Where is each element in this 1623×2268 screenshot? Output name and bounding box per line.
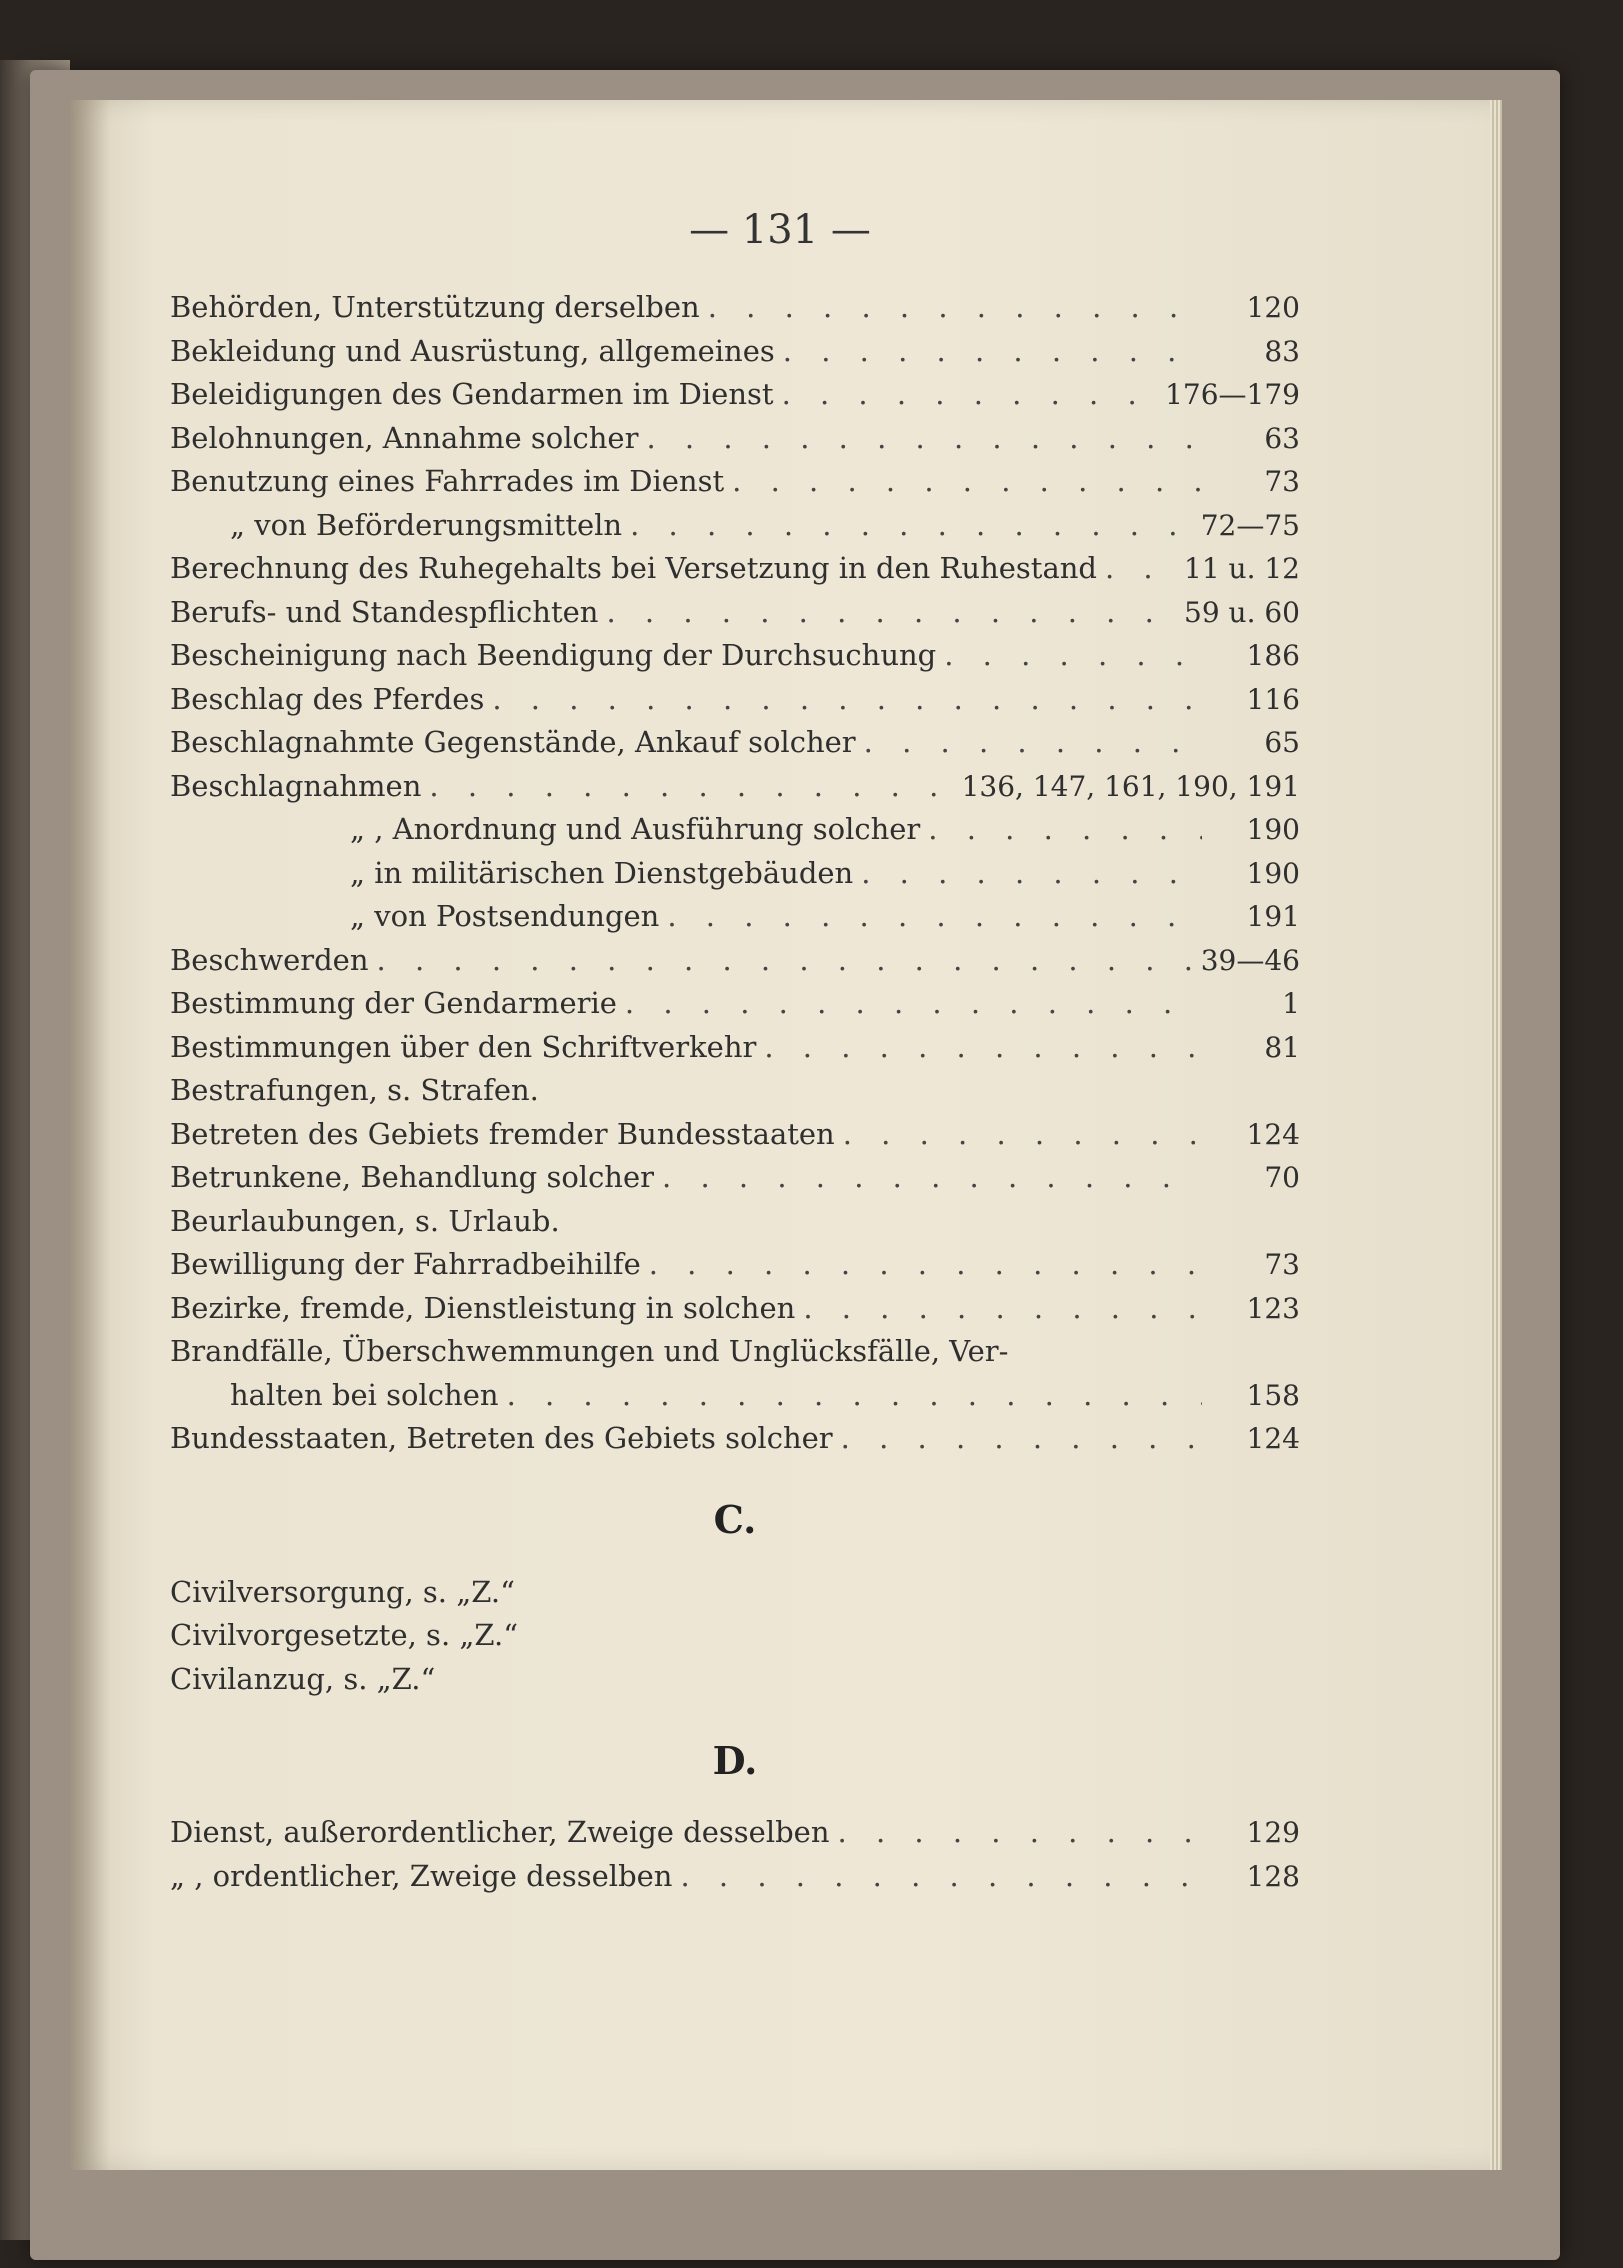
dot-leader	[630, 508, 1193, 542]
index-entry	[170, 682, 1300, 726]
index-entry	[170, 1815, 1300, 1859]
index-entry	[170, 1662, 1300, 1706]
entry-pages: 176—179	[1165, 378, 1300, 411]
entry-pages: 11 u. 12	[1184, 552, 1300, 585]
index-entry	[170, 1334, 1300, 1378]
entry-term: Bundesstaaten, Betreten des Gebiets solcher	[170, 1421, 833, 1455]
entry-term: Berechnung des Ruhegehalts bei Versetzung in den Ruhestand	[170, 551, 1097, 585]
entry-term: Dienst, außerordentlicher, Zweige desselben	[170, 1815, 830, 1849]
dot-leader	[944, 638, 1202, 672]
index-entry	[170, 1117, 1300, 1161]
index-entries	[170, 290, 1300, 1902]
entry-pages: 120	[1246, 291, 1300, 324]
dot-leader	[667, 899, 1202, 933]
index-entry	[170, 334, 1300, 378]
entry-pages: 191	[1246, 900, 1300, 933]
entry-term: „ von Postsendungen	[350, 899, 660, 933]
entry-term: Behörden, Unterstützung derselben	[170, 290, 700, 324]
index-entry	[170, 464, 1300, 508]
entry-term: Bezirke, fremde, Dienstleistung in solchen	[170, 1290, 796, 1325]
index-entry	[170, 1859, 1300, 1903]
entry-term: „ von Beförderungsmitteln	[230, 507, 623, 542]
entry-term: Bestrafungen, s. Strafen.	[170, 1073, 539, 1107]
entry-term: Beurlaubungen, s. Urlaub.	[170, 1203, 560, 1238]
entry-pages: 65	[1264, 726, 1300, 759]
dot-leader	[646, 421, 1202, 455]
index-entry	[170, 1291, 1300, 1335]
index-entry	[170, 551, 1300, 595]
entry-term: Civilversorgung, s. „Z.“	[170, 1574, 515, 1609]
section-letter: C.	[713, 1497, 757, 1542]
page-header: — 131 —	[689, 207, 871, 253]
entry-term: Beleidigungen des Gendarmen im Dienst	[170, 377, 774, 411]
dot-leader	[377, 943, 1193, 977]
index-entry	[170, 725, 1300, 769]
entry-pages: 81	[1264, 1030, 1300, 1064]
entry-term: Beschlagnahmen	[170, 768, 422, 803]
dot-leader	[1105, 551, 1176, 585]
dot-leader	[838, 1815, 1202, 1849]
entry-term: Bekleidung und Ausrüstung, allgemeines	[170, 333, 775, 368]
dot-leader	[928, 812, 1202, 846]
entry-term: Berufs- und Standespflichten	[170, 594, 599, 629]
dot-leader	[864, 725, 1202, 759]
entry-term: Betreten des Gebiets fremder Bundesstaaten	[170, 1116, 835, 1151]
dot-leader	[732, 464, 1202, 498]
index-entry	[170, 1421, 1300, 1465]
entry-term: Bescheinigung nach Beendigung der Durchsuchung	[170, 638, 937, 672]
entry-pages: 186	[1246, 639, 1300, 672]
index-entry	[170, 1030, 1300, 1074]
entry-pages: 72—75	[1200, 508, 1300, 542]
index-entry	[170, 421, 1300, 465]
index-entry	[170, 769, 1300, 813]
book-page	[70, 100, 1490, 2170]
index-entry	[170, 1575, 1300, 1619]
index-entry	[170, 899, 1300, 943]
entry-pages: 73	[1264, 465, 1300, 498]
entry-pages: 124	[1246, 1117, 1300, 1151]
index-entry	[170, 1073, 1300, 1117]
dot-leader	[764, 1030, 1202, 1064]
entry-term: „ , ordentlicher, Zweige desselben	[170, 1858, 673, 1893]
entry-pages: 70	[1264, 1161, 1300, 1194]
dot-leader	[783, 334, 1202, 368]
entry-term: Belohnungen, Annahme solcher	[170, 420, 639, 455]
dot-leader	[861, 856, 1202, 890]
dot-leader	[803, 1291, 1202, 1325]
dot-leader	[492, 682, 1202, 716]
dot-leader	[708, 290, 1202, 324]
entry-pages: 59 u. 60	[1184, 595, 1300, 629]
dot-leader	[841, 1421, 1202, 1455]
index-entry	[170, 290, 1300, 334]
entry-term: „ in militärischen Dienstgebäuden	[350, 855, 854, 890]
index-entry	[170, 812, 1300, 856]
entry-term: Civilanzug, s. „Z.“	[170, 1661, 436, 1696]
index-entry	[170, 1618, 1300, 1662]
entry-pages: 39—46	[1200, 943, 1300, 977]
entry-term: Bewilligung der Fahrradbeihilfe	[170, 1247, 641, 1281]
entry-pages: 158	[1246, 1378, 1300, 1412]
dot-leader	[606, 595, 1176, 629]
gutter-shadow	[70, 100, 110, 2170]
entry-term: halten bei solchen	[230, 1377, 499, 1412]
entry-term: Betrunkene, Behandlung solcher	[170, 1160, 655, 1194]
index-entry	[170, 508, 1300, 552]
entry-pages: 116	[1246, 682, 1300, 716]
index-entry	[170, 1247, 1300, 1291]
entry-term: Bestimmung der Gendarmerie	[170, 986, 617, 1020]
section-letter: D.	[712, 1737, 758, 1783]
entry-pages: 129	[1246, 1816, 1300, 1849]
entry-term: Beschlag des Pferdes	[170, 681, 485, 716]
entry-term: Benutzung eines Fahrrades im Dienst	[170, 464, 725, 498]
dot-leader	[625, 986, 1202, 1020]
index-entry	[170, 638, 1300, 682]
entry-pages: 83	[1264, 334, 1300, 368]
entry-pages: 136, 147, 161, 190, 191	[961, 769, 1300, 803]
index-entry	[170, 943, 1300, 987]
entry-pages: 128	[1246, 1859, 1300, 1893]
entry-pages: 190	[1246, 813, 1300, 846]
entry-term: Civilvorgesetzte, s. „Z.“	[170, 1618, 519, 1652]
index-entry	[170, 1160, 1300, 1204]
index-entry	[170, 1378, 1300, 1422]
index-entry	[170, 1204, 1300, 1248]
entry-pages: 73	[1264, 1248, 1300, 1281]
index-entry	[170, 986, 1300, 1030]
entry-term: Brandfälle, Überschwemmungen und Unglücksfälle, Ver-	[170, 1334, 1009, 1368]
entry-term: Beschlagnahmte Gegenstände, Ankauf solcher	[170, 725, 856, 759]
entry-term: Bestimmungen über den Schriftverkehr	[170, 1029, 757, 1064]
entry-pages: 124	[1246, 1422, 1300, 1455]
dot-leader	[782, 377, 1158, 411]
dot-leader	[507, 1378, 1202, 1412]
dot-leader	[843, 1117, 1202, 1151]
entry-term: Beschwerden	[170, 942, 369, 977]
entry-pages: 190	[1246, 856, 1300, 890]
dot-leader	[681, 1859, 1203, 1893]
dot-leader	[429, 769, 953, 803]
index-entry	[170, 377, 1300, 421]
index-entry	[170, 595, 1300, 639]
entry-pages: 1	[1282, 987, 1300, 1020]
entry-pages: 63	[1264, 421, 1300, 455]
dot-leader	[662, 1160, 1202, 1194]
entry-term: „ , Anordnung und Ausführung solcher	[350, 812, 921, 846]
entry-pages: 123	[1246, 1291, 1300, 1325]
dot-leader	[649, 1247, 1202, 1281]
index-entry	[170, 856, 1300, 900]
